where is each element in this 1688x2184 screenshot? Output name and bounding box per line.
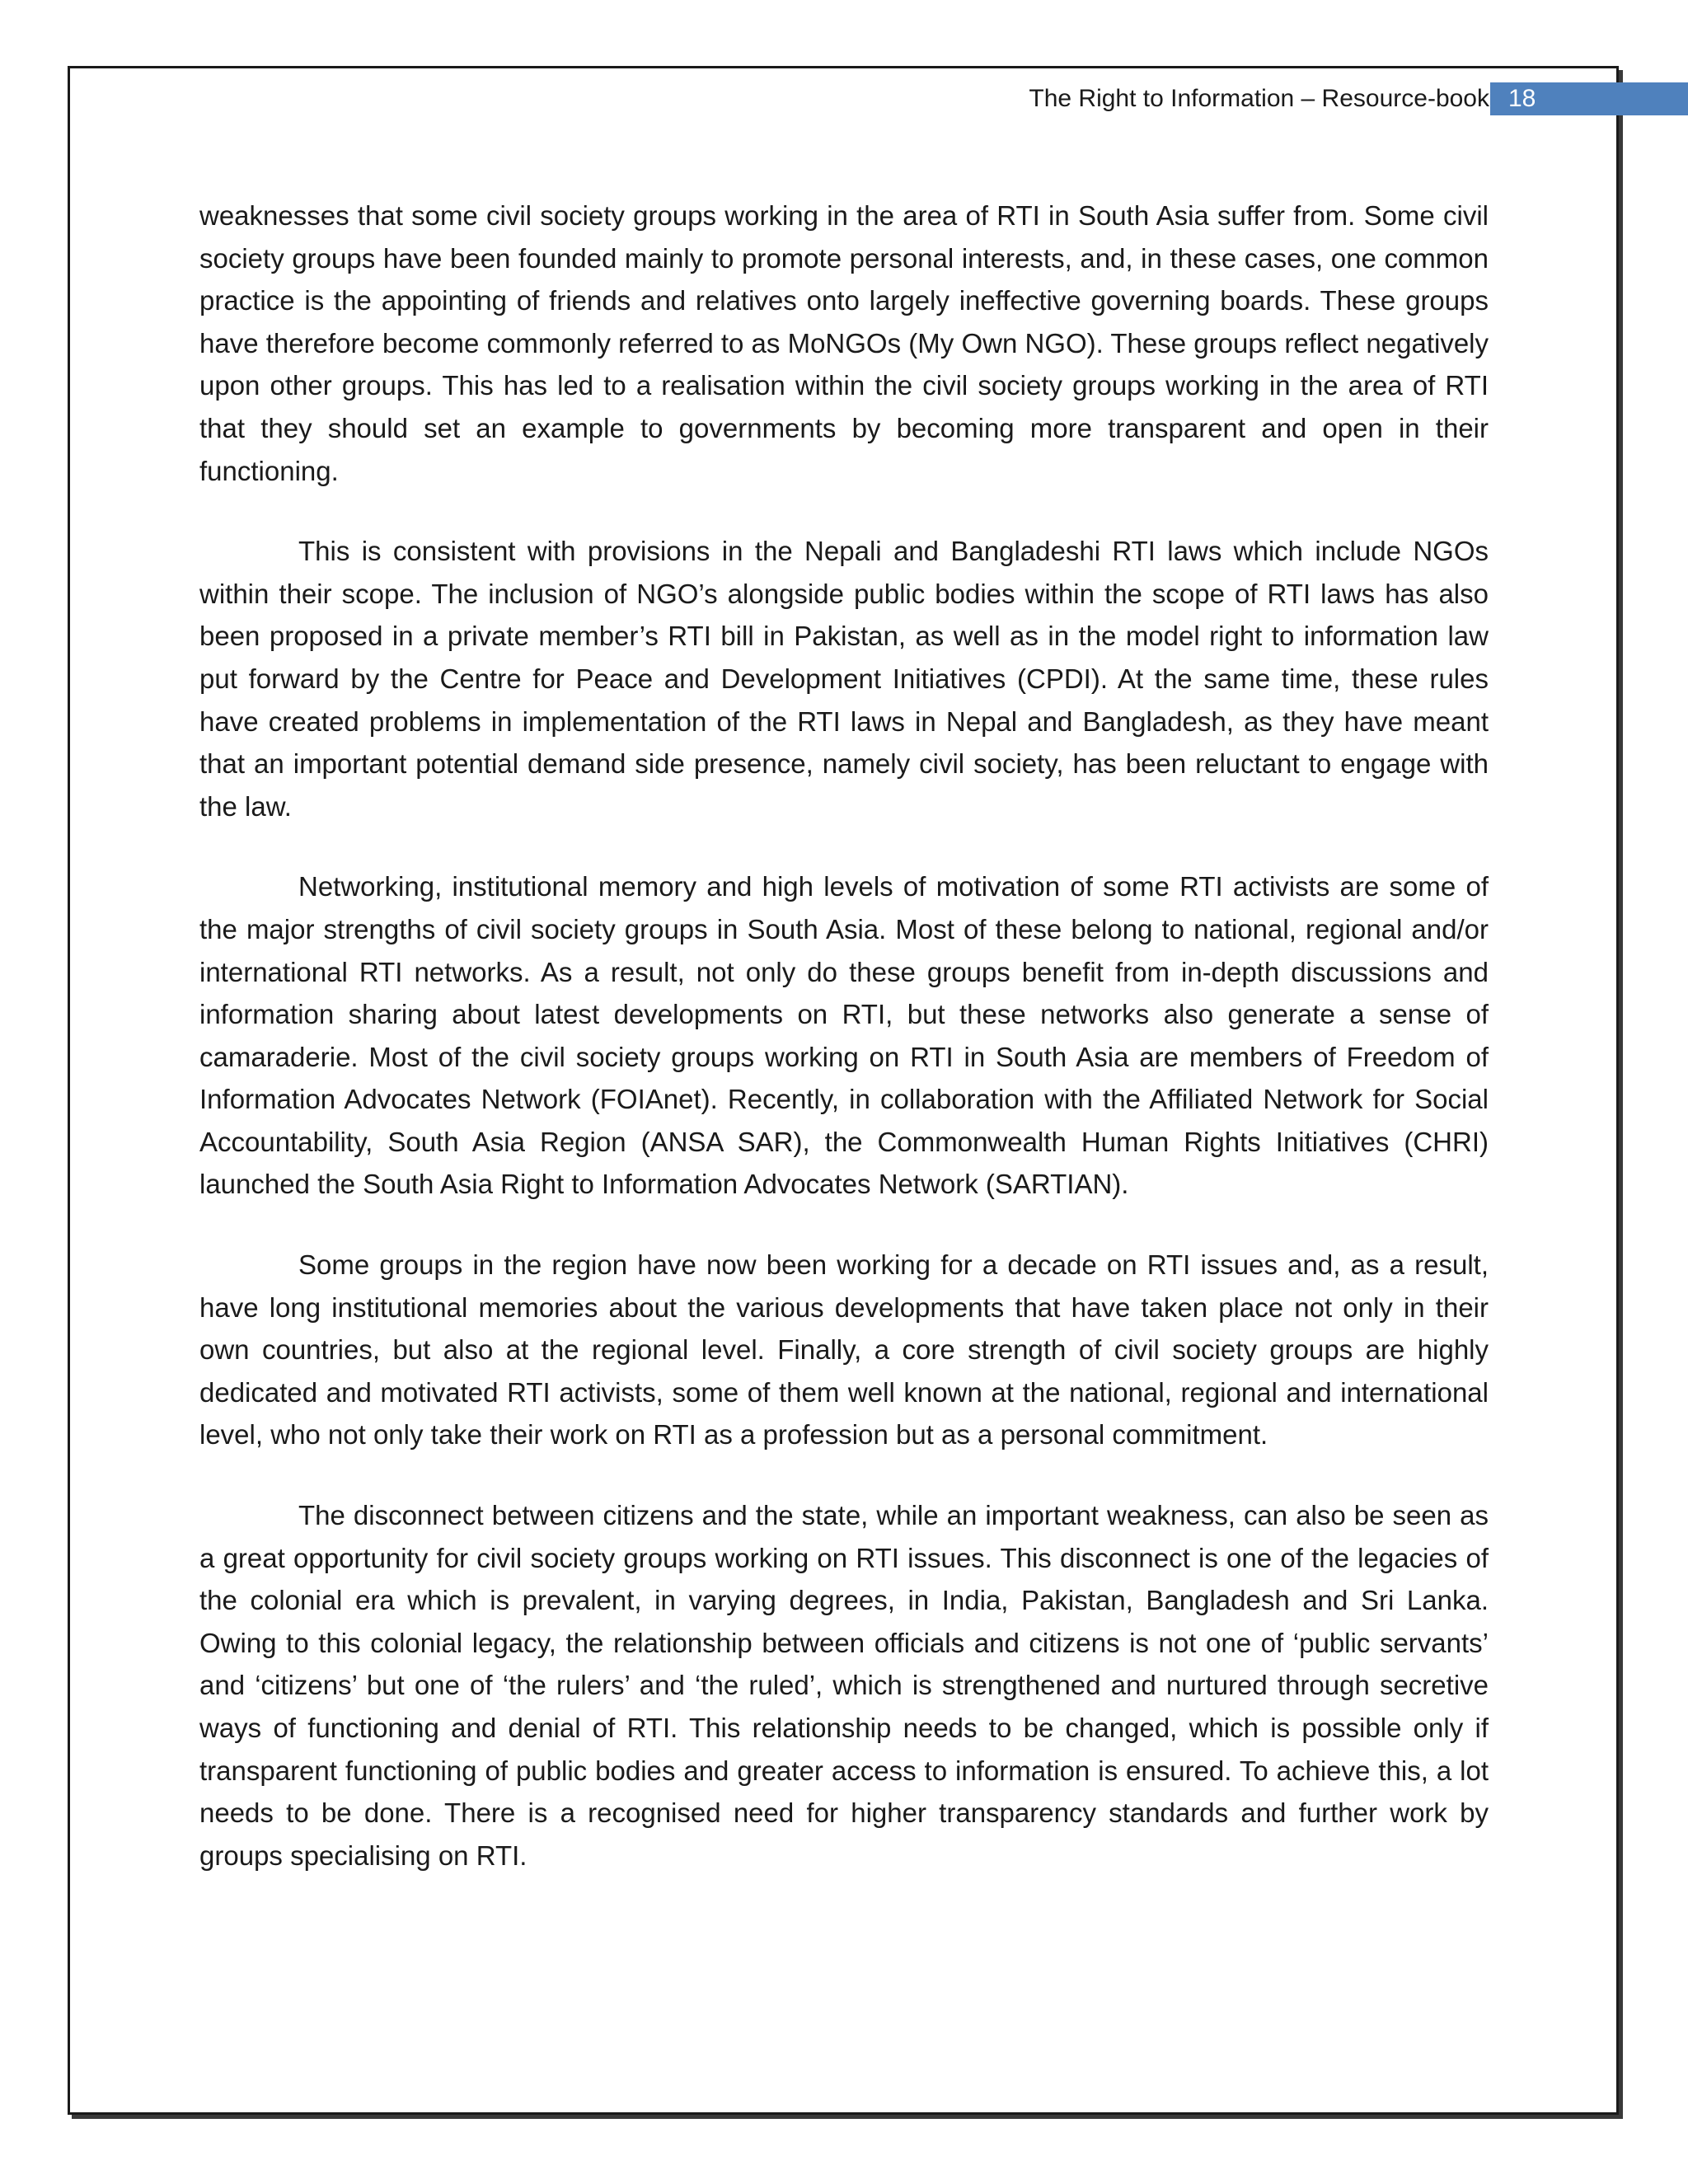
page-body xyxy=(199,194,1489,1915)
paragraph-disconnect: The disconnect between citizens and the state, while an important weakness, can also be seen as a great opportunity for civil society groups working on RTI issues. This disconnect is one of the legacies of the colonial era which is prevalent, in varying degrees, in India, Pakistan, Bangladesh and Sri Lanka. Owing to this colonial legacy, the relationship between officials and citizens is not one of ‘public servants’ and ‘citizens’ but one of ‘the rulers’ and ‘the ruled’, which is strengthened and nurtured through secretive ways of functioning and denial of RTI. This relationship needs to be changed, which is possible only if transparent functioning of public bodies and greater access to information is ensured. To achieve this, a lot needs to be done. There is a recognised need for higher transparency standards and further work by groups specialising on RTI. xyxy=(199,1500,1489,1871)
paragraph-ngo-scope: This is consistent with provisions in the Nepali and Bangladeshi RTI laws which include NGOs within their scope. The inclusion of NGO’s alongside public bodies within the scope of RTI laws has also been proposed in a private member’s RTI bill in Pakistan, as well as in the model right to information law put forward by the Centre for Peace and Development Initiatives (CPDI). At the same time, these rules have created problems in implementation of the RTI laws in Nepal and Bangladesh, as they have meant that an important potential demand side presence, namely civil society, has been reluctant to engage with the law. xyxy=(199,536,1489,822)
page-number-bar xyxy=(1490,82,1688,115)
page-number: 18 xyxy=(1508,85,1536,112)
paragraph-networking: Networking, institutional memory and high levels of motivation of some RTI activists are some of the major strengths of civil society groups in South Asia. Most of these belong to national, regional and/or international RTI networks. As a result, not only do these groups benefit from in-depth discussions and information sharing about latest developments on RTI, but these networks also generate a sense of camaraderie. Most of the civil society groups working on RTI in South Asia are members of Freedom of Information Advocates Network (FOIAnet). Recently, in collaboration with the Affiliated Network for Social Accountability, South Asia Region (ANSA SAR), the Commonwealth Human Rights Initiatives (CHRI) launched the South Asia Right to Information Advocates Network (SARTIAN). xyxy=(199,871,1489,1200)
paragraph-continued: weaknesses that some civil society groups working in the area of RTI in South Asia suffer from. Some civil society groups have been founded mainly to promote personal interests, and, in these cases, one common practice is the appointing of friends and relatives onto largely ineffective governing boards. These groups have therefore become commonly referred to as MoNGOs (My Own NGO). These groups reflect negatively upon other groups. This has led to a realisation within the civil society groups working in the area of RTI that they should set an example to governments by becoming more transparent and open in their functioning. xyxy=(199,200,1489,486)
paragraph-institutional-memory: Some groups in the region have now been working for a decade on RTI issues and, as a result, have long institutional memories about the various developments that have taken place not only in their own countries, but also at the regional level. Finally, a core strength of civil society groups are highly dedicated and motivated RTI activists, some of them well known at the national, regional and international level, who not only take their work on RTI as a profession but as a personal commitment. xyxy=(199,1249,1489,1451)
running-header xyxy=(68,81,1489,117)
header-title: The Right to Information – Resource-book xyxy=(1029,85,1489,112)
